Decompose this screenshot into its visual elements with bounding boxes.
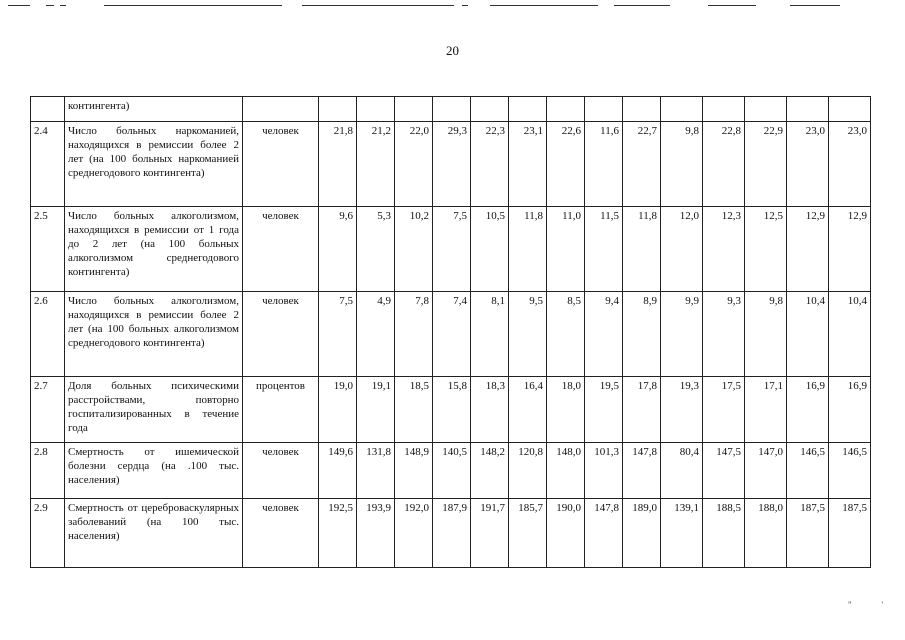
scan-mark: [8, 5, 30, 6]
value-cell: 140,5: [433, 443, 471, 499]
value-cell: 8,1: [471, 292, 509, 377]
scan-mark: [490, 5, 598, 6]
scan-mark: [708, 5, 756, 6]
value-cell: 4,9: [357, 292, 395, 377]
value-cell: 11,8: [509, 207, 547, 292]
value-cell: 17,5: [703, 377, 745, 443]
unit-cell: человек: [243, 292, 319, 377]
value-cell: 16,9: [829, 377, 871, 443]
value-cell: 147,8: [623, 443, 661, 499]
value-cell: [829, 97, 871, 122]
value-cell: 9,4: [585, 292, 623, 377]
scan-mark: [104, 5, 282, 6]
value-cell: [585, 97, 623, 122]
value-cell: 120,8: [509, 443, 547, 499]
value-cell: 191,7: [471, 499, 509, 568]
value-cell: 12,9: [829, 207, 871, 292]
value-cell: [395, 97, 433, 122]
unit-cell: процентов: [243, 377, 319, 443]
value-cell: 22,7: [623, 122, 661, 207]
indicator-text: Число больных алкоголизмом, находящихся в ремиссии более 2 лет (на 100 больных алкоголизмом среднегодового контингента): [65, 292, 243, 377]
table-row: [31, 207, 871, 292]
value-cell: 192,0: [395, 499, 433, 568]
value-cell: 23,1: [509, 122, 547, 207]
unit-cell: человек: [243, 499, 319, 568]
row-number: 2.5: [31, 207, 65, 292]
indicator-text: Смертность от цереброваскулярных заболеваний (на 100 тыс. населения): [65, 499, 243, 568]
value-cell: 10,2: [395, 207, 433, 292]
value-cell: 192,5: [319, 499, 357, 568]
value-cell: 22,0: [395, 122, 433, 207]
table-row: [31, 499, 871, 568]
row-number: 2.6: [31, 292, 65, 377]
value-cell: 9,8: [745, 292, 787, 377]
value-cell: 23,0: [787, 122, 829, 207]
value-cell: 5,3: [357, 207, 395, 292]
value-cell: 17,8: [623, 377, 661, 443]
value-cell: [433, 97, 471, 122]
scan-header-marks: [0, 0, 905, 12]
indicators-table: [30, 96, 871, 568]
value-cell: [745, 97, 787, 122]
value-cell: [471, 97, 509, 122]
value-cell: [509, 97, 547, 122]
value-cell: 12,9: [787, 207, 829, 292]
value-cell: 7,5: [433, 207, 471, 292]
table-row: [31, 292, 871, 377]
table-row: [31, 377, 871, 443]
value-cell: 9,8: [661, 122, 703, 207]
indicator-text: Число больных наркоманией, находящихся в ремиссии более 2 лет (на 100 больных наркоманией среднегодового контингента): [65, 122, 243, 207]
value-cell: 15,8: [433, 377, 471, 443]
value-cell: 147,0: [745, 443, 787, 499]
value-cell: 187,5: [829, 499, 871, 568]
value-cell: 146,5: [787, 443, 829, 499]
value-cell: 188,5: [703, 499, 745, 568]
value-cell: 9,6: [319, 207, 357, 292]
unit-cell: [243, 97, 319, 122]
scan-mark: [302, 5, 454, 6]
value-cell: 19,5: [585, 377, 623, 443]
value-cell: 22,8: [703, 122, 745, 207]
value-cell: 189,0: [623, 499, 661, 568]
value-cell: 148,2: [471, 443, 509, 499]
value-cell: 7,4: [433, 292, 471, 377]
value-cell: 148,0: [547, 443, 585, 499]
value-cell: 80,4: [661, 443, 703, 499]
value-cell: 17,1: [745, 377, 787, 443]
value-cell: [661, 97, 703, 122]
value-cell: 22,3: [471, 122, 509, 207]
value-cell: 8,9: [623, 292, 661, 377]
value-cell: 7,8: [395, 292, 433, 377]
value-cell: 147,8: [585, 499, 623, 568]
value-cell: 9,5: [509, 292, 547, 377]
value-cell: 10,4: [829, 292, 871, 377]
scan-mark: [614, 5, 670, 6]
value-cell: 23,0: [829, 122, 871, 207]
value-cell: 11,0: [547, 207, 585, 292]
value-cell: 193,9: [357, 499, 395, 568]
value-cell: 9,9: [661, 292, 703, 377]
value-cell: 149,6: [319, 443, 357, 499]
table-row: [31, 122, 871, 207]
indicator-text: Доля больных психическими расстройствами, повторно госпитализированных в течение года: [65, 377, 243, 443]
row-number: 2.4: [31, 122, 65, 207]
unit-cell: человек: [243, 122, 319, 207]
value-cell: 188,0: [745, 499, 787, 568]
value-cell: 190,0: [547, 499, 585, 568]
unit-cell: человек: [243, 443, 319, 499]
value-cell: 19,1: [357, 377, 395, 443]
value-cell: 21,8: [319, 122, 357, 207]
value-cell: 139,1: [661, 499, 703, 568]
value-cell: 21,2: [357, 122, 395, 207]
scan-corner-marks: '' ': [848, 600, 883, 610]
value-cell: 18,3: [471, 377, 509, 443]
value-cell: 147,5: [703, 443, 745, 499]
page-number: 20: [446, 43, 459, 58]
indicator-text: Число больных алкоголизмом, находящихся в ремиссии от 1 года до 2 лет (на 100 больных алкоголизмом среднегодового контингента): [65, 207, 243, 292]
row-number: [31, 97, 65, 122]
row-number: 2.8: [31, 443, 65, 499]
table-body: [31, 97, 871, 568]
value-cell: 29,3: [433, 122, 471, 207]
value-cell: 18,0: [547, 377, 585, 443]
value-cell: 18,5: [395, 377, 433, 443]
value-cell: 7,5: [319, 292, 357, 377]
indicator-text: Смертность от ишемической болезни сердца (на .100 тыс. населения): [65, 443, 243, 499]
value-cell: 146,5: [829, 443, 871, 499]
value-cell: 19,0: [319, 377, 357, 443]
scan-mark: [790, 5, 840, 6]
value-cell: 185,7: [509, 499, 547, 568]
value-cell: 11,8: [623, 207, 661, 292]
unit-cell: человек: [243, 207, 319, 292]
value-cell: [703, 97, 745, 122]
value-cell: 148,9: [395, 443, 433, 499]
value-cell: [787, 97, 829, 122]
value-cell: [547, 97, 585, 122]
value-cell: [319, 97, 357, 122]
value-cell: 11,5: [585, 207, 623, 292]
scan-mark: [46, 5, 54, 6]
value-cell: 101,3: [585, 443, 623, 499]
value-cell: [357, 97, 395, 122]
value-cell: 22,6: [547, 122, 585, 207]
row-number: 2.9: [31, 499, 65, 568]
scan-mark: [462, 5, 468, 6]
value-cell: 12,3: [703, 207, 745, 292]
value-cell: 11,6: [585, 122, 623, 207]
value-cell: 187,9: [433, 499, 471, 568]
value-cell: 12,0: [661, 207, 703, 292]
value-cell: 187,5: [787, 499, 829, 568]
value-cell: 10,4: [787, 292, 829, 377]
table-row-continuation: [31, 97, 871, 122]
value-cell: 19,3: [661, 377, 703, 443]
value-cell: 131,8: [357, 443, 395, 499]
scan-mark: [60, 5, 66, 6]
indicator-text: контингента): [65, 97, 243, 122]
value-cell: [623, 97, 661, 122]
value-cell: 16,9: [787, 377, 829, 443]
value-cell: 22,9: [745, 122, 787, 207]
table-row: [31, 443, 871, 499]
value-cell: 9,3: [703, 292, 745, 377]
value-cell: 12,5: [745, 207, 787, 292]
value-cell: 8,5: [547, 292, 585, 377]
value-cell: 10,5: [471, 207, 509, 292]
row-number: 2.7: [31, 377, 65, 443]
value-cell: 16,4: [509, 377, 547, 443]
